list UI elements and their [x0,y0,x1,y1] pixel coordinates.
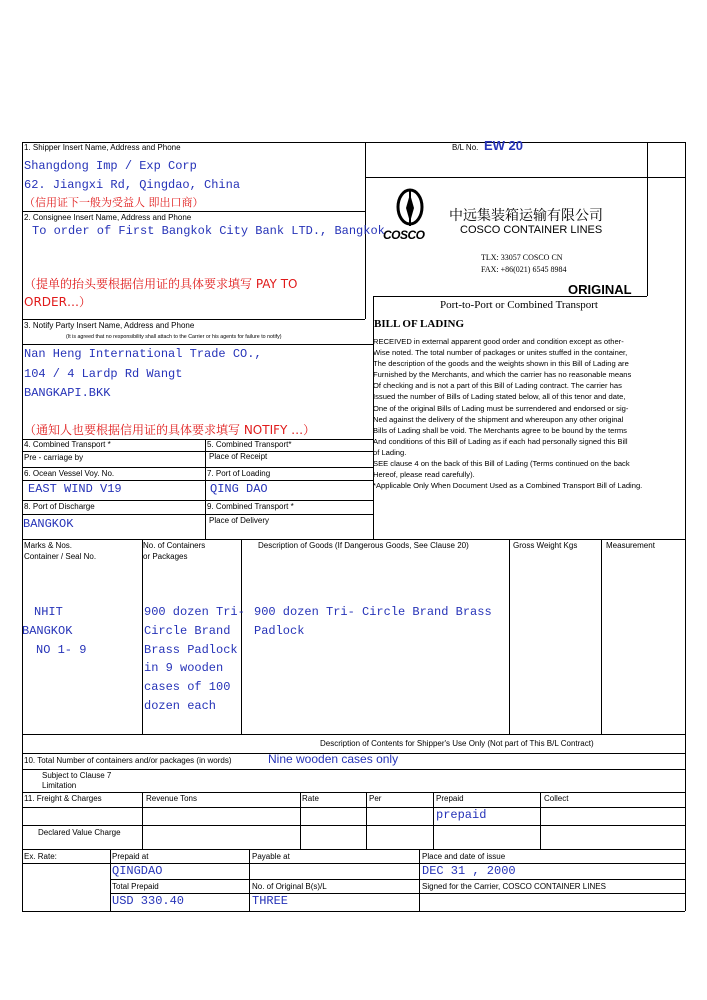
terms-line: Furnished by the Merchants, and which the carrier has no reasonable means [373,370,632,380]
total-value: Nine wooden cases only [268,752,399,766]
total-label: 10. Total Number of containers and/or packages (in words) [24,756,232,765]
notify-line-1: Nan Heng International Trade CO., [24,347,262,361]
revenue-tons-label: Revenue Tons [146,794,197,803]
combined-transport-9-label: 9. Combined Transport * [207,502,294,511]
prepaid-label: Prepaid [436,794,464,803]
shipper-use-label: Description of Contents for Shipper's Use Only (Not part of This B/L Contract) [320,739,594,748]
original-stamp: ORIGINAL [568,282,632,297]
rate-label: Rate [302,794,319,803]
measurement-label: Measurement [606,541,655,550]
terms-line: Issued the number of Bills of Lading stated below, all of this tenor and date, [373,392,626,402]
consignee-label: 2. Consignee Insert Name, Address and Phone [24,213,192,222]
place-delivery-label: Place of Delivery [209,516,270,525]
containers-label-1: No. of Containers [143,541,206,550]
company-tlx: TLX: 33057 COSCO CN [481,253,563,262]
company-fax: FAX: +86(021) 6545 8984 [481,265,567,274]
containers-label-2: or Packages [143,552,188,561]
terms-line: Bills of Lading shall be void. The Merchants agree to be bound by the terms [373,425,627,435]
combined-transport-5-label: 5. Combined Transport* [207,440,292,449]
packages-line: dozen each [144,699,217,713]
terms-line: SEE clause 4 on the back of this Bill of Lading (Terms continued on the back [373,459,630,469]
marks-label-2: Container / Seal No. [24,552,97,561]
terms-line: *Applicable Only When Document Used as a Combined Transport Bill of Lading. [373,481,643,491]
logo-text: COSCO [383,228,425,242]
port-discharge-label: 8. Port of Discharge [24,502,95,511]
num-original-label: No. of Original B(s)/L [252,882,327,891]
freight-label: 11. Freight & Charges [24,794,102,803]
bl-number-value: EW 20 [484,138,524,153]
shipper-address: 62. Jiangxi Rd, Qingdao, China [24,178,241,192]
terms-line: Ned against the delivery of the shipment and whereupon any other original [373,414,624,424]
terms-line: Of checking and is not a part of this Bill of Lading contract. The carrier has [373,381,622,391]
prepaid-value: prepaid [436,808,487,822]
notify-disclaimer: (It is agreed that no responsibility shall attach to the Carrier or his agents for failure to notify) [66,334,282,340]
subject-clause-1: Subject to Clause 7 [42,771,112,780]
shipper-name: Shangdong Imp / Exp Corp [24,159,197,173]
total-prepaid-value: USD 330.40 [112,894,185,908]
place-date-label: Place and date of issue [422,852,506,861]
bill-of-lading-terms [373,336,661,491]
cosco-logo [383,188,449,249]
total-prepaid-label: Total Prepaid [112,882,159,891]
bl-number-label: B/L No. [452,143,479,152]
description-line: Padlock [254,624,305,638]
pre-carriage-label: Pre - carriage by [24,453,84,462]
per-label: Per [369,794,382,803]
packages-line: Brass Padlock [144,643,238,657]
payable-at-label: Payable at [252,852,290,861]
gross-weight-label: Gross Weight Kgs [513,541,578,550]
collect-label: Collect [544,794,569,803]
subject-clause-2: Limitation [42,781,77,790]
declared-value-label: Declared Value Charge [38,828,121,837]
shipper-note: （信用证下一般为受益人 即出口商） [24,196,204,209]
description-line: 900 dozen Tri- Circle Brand Brass [254,605,492,619]
consignee-value: To order of First Bangkok City Bank LTD., Bangkok [32,224,385,238]
num-original-value: THREE [252,894,289,908]
marks-line: NHIT [34,605,63,619]
marks-line: NO 1- 9 [36,643,87,657]
description-label: Description of Goods (If Dangerous Goods, See Clause 20) [258,541,469,550]
terms-line: Hereof, please read carefully). [373,470,475,480]
notify-line-2: 104 / 4 Lardp Rd Wangt [24,367,183,381]
packages-line: cases of 100 [144,680,231,694]
combined-transport-label: 4. Combined Transport * [24,440,111,449]
transport-type: Port-to-Port or Combined Transport [440,299,598,311]
terms-line: The description of the goods and the weights shown in this Bill of Lading are [373,359,629,369]
notify-note: （通知人也要根据信用证的具体要求填写 NOTIFY …） [24,423,316,437]
terms-line: One of the original Bills of Lading must be surrendered and endorsed or sig- [373,403,629,413]
terms-line: And conditions of this Bill of Lading as if each had personally signed this Bill [373,436,628,446]
signed-label: Signed for the Carrier, COSCO CONTAINER LINES [422,882,606,891]
prepaid-at-value: QINGDAO [112,864,163,878]
bill-of-lading-title: BILL OF LADING [374,318,465,330]
consignee-note-1: （提单的抬头要根据信用证的具体要求填写 PAY TO [24,277,298,291]
company-name-en: COSCO CONTAINER LINES [460,224,603,236]
notify-line-3: BANGKAPI.BKK [24,386,111,400]
ex-rate-label: Ex. Rate: [24,852,57,861]
port-loading-label: 7. Port of Loading [207,469,271,478]
packages-line: in 9 wooden [144,661,224,675]
terms-line: of Lading. [373,447,407,457]
marks-line: BANGKOK [22,624,73,638]
place-of-receipt-label: Place of Receipt [209,452,268,461]
port-loading-value: QING DAO [210,482,268,496]
vessel-value: EAST WIND V19 [28,482,122,496]
prepaid-at-label: Prepaid at [112,852,149,861]
marks-label-1: Marks & Nos. [24,541,73,550]
place-date-value: DEC 31 , 2000 [422,864,516,878]
packages-line: Circle Brand [144,624,231,638]
company-name-cn: 中远集装箱运输有限公司 [449,208,603,224]
notify-label: 3. Notify Party Insert Name, Address and Phone [24,321,195,330]
packages-line: 900 dozen Tri- [144,605,245,619]
consignee-note-2: ORDER…） [24,295,91,309]
shipper-label: 1. Shipper Insert Name, Address and Phone [24,143,181,152]
vessel-label: 6. Ocean Vessel Voy. No. [24,469,115,478]
port-discharge-value: BANGKOK [23,517,74,531]
terms-line: RECEIVED in external apparent good order and condition except as other- [373,337,624,346]
terms-line: Wise noted. The total number of packages or unites stuffed in the container, [373,348,628,358]
